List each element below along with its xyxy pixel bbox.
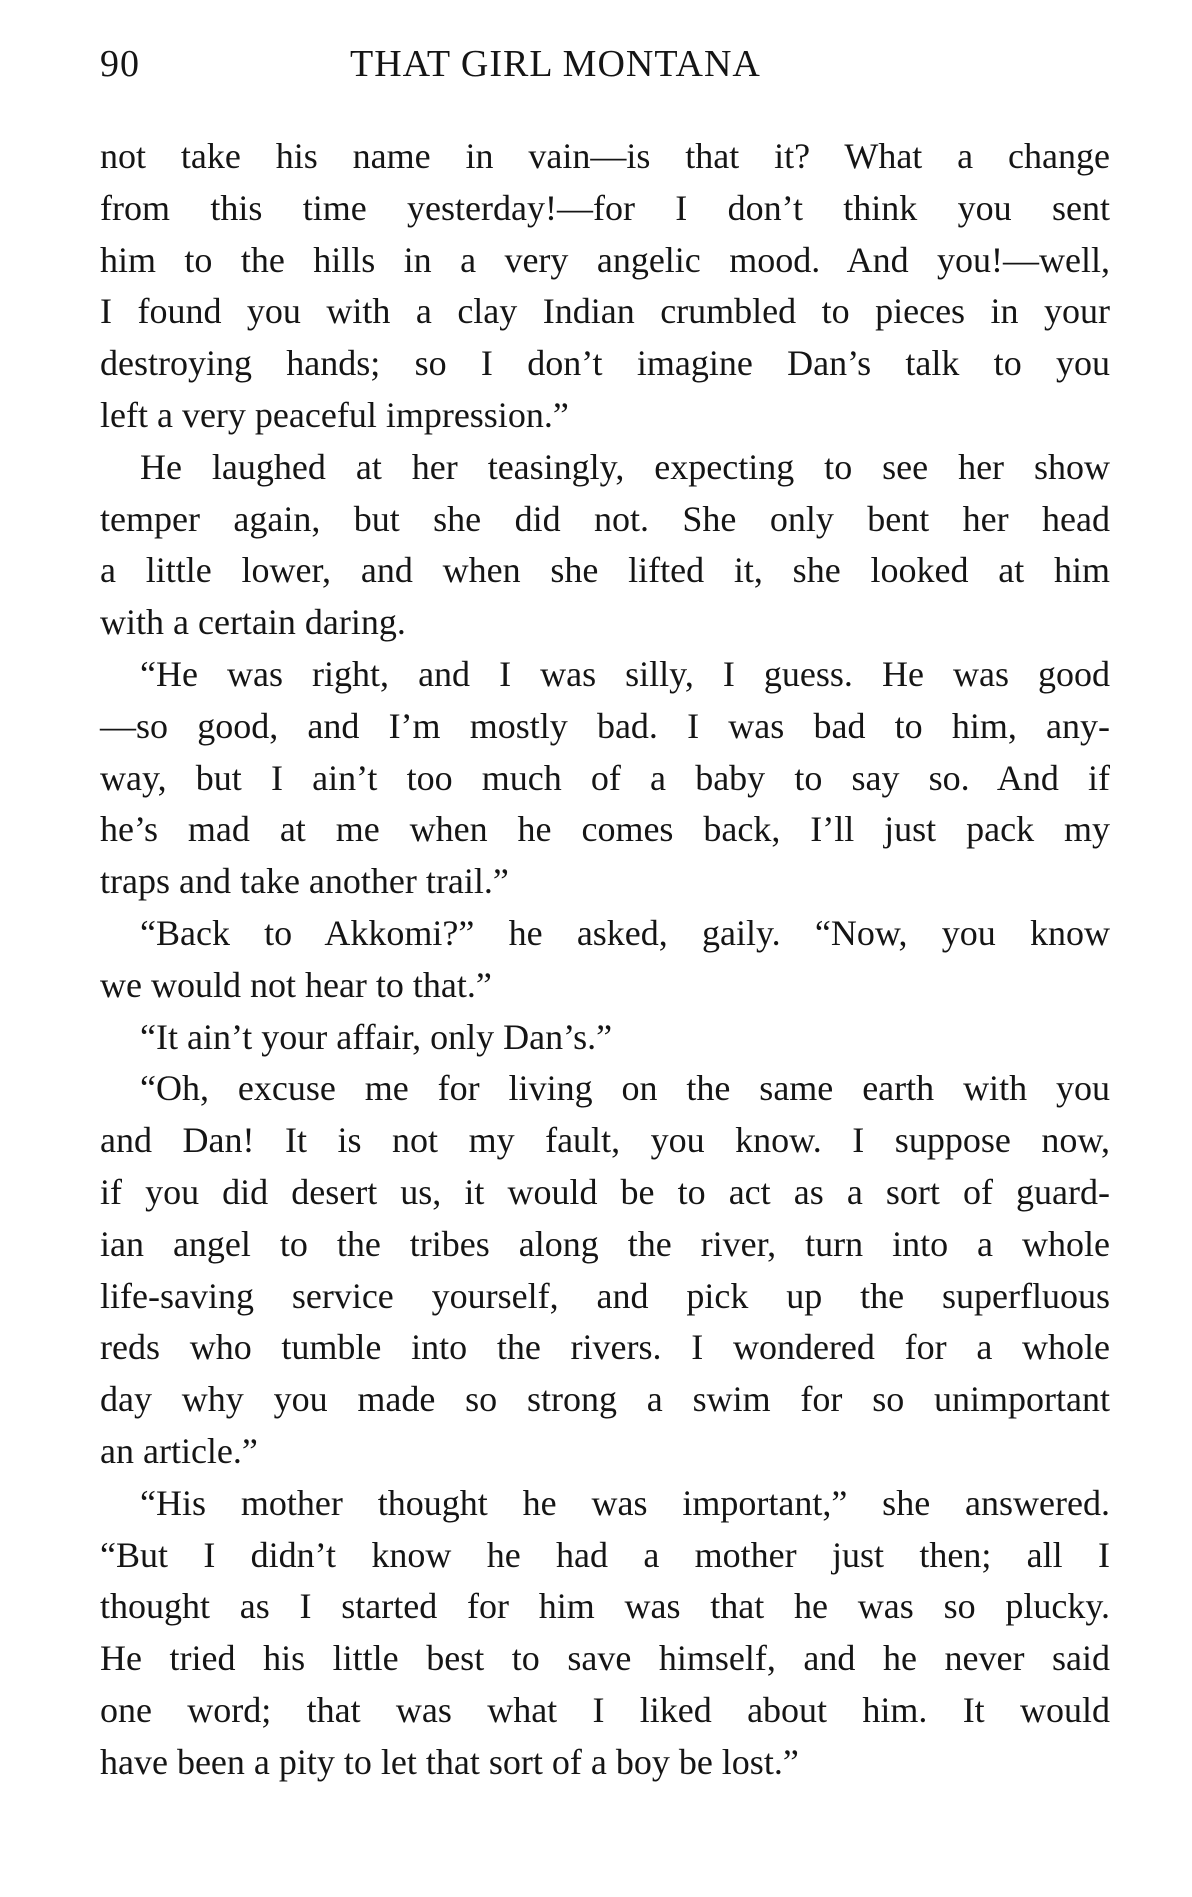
text-line: temper again, but she did not. She only bent her head (100, 498, 1110, 539)
text-line: from this time yesterday!—for I don’t think you sent (100, 187, 1110, 228)
page-number: 90 (100, 43, 140, 85)
text-line: one word; that was what I liked about him. It would (100, 1689, 1110, 1730)
text-line: day why you made so strong a swim for so unimportant (100, 1379, 1110, 1420)
text-line: left a very peaceful impression.” (100, 394, 569, 435)
text-line: I found you with a clay Indian crumbled to pieces in your (100, 291, 1110, 332)
running-head (100, 34, 883, 94)
text-line: “He was right, and I was silly, I guess. He was good (140, 653, 1110, 694)
text-line: traps and take another trail.” (100, 861, 509, 902)
text-line: “It ain’t your affair, only Dan’s.” (140, 1016, 613, 1057)
text-line: and Dan! It is not my fault, you know. I suppose now, (100, 1120, 1110, 1161)
text-line: thought as I started for him was that he was so plucky. (100, 1586, 1110, 1627)
running-title: THAT GIRL MONTANA (350, 43, 761, 85)
text-line: not take his name in vain—is that it? What a change (100, 136, 1110, 176)
text-line: destroying hands; so I don’t imagine Dan’s talk to you (100, 343, 1110, 384)
text-line: have been a pity to let that sort of a boy be lost.” (100, 1741, 799, 1782)
text-line: an article.” (100, 1430, 258, 1471)
text-line: we would not hear to that.” (100, 964, 492, 1005)
text-line: —so good, and I’m mostly bad. I was bad to him, any- (100, 705, 1110, 746)
text-line: he’s mad at me when he comes back, I’ll just pack my (100, 809, 1110, 850)
text-line: “His mother thought he was important,” she answered. (140, 1482, 1110, 1523)
body-text (100, 131, 1110, 1789)
text-line: a little lower, and when she lifted it, she looked at him (100, 550, 1110, 591)
text-line: “Oh, excuse me for living on the same earth with you (140, 1068, 1110, 1109)
text-line: “Back to Akkomi?” he asked, gaily. “Now, you know (140, 912, 1110, 953)
text-line: way, but I ain’t too much of a baby to say so. And if (100, 757, 1110, 798)
text-line: life-saving service yourself, and pick up the superfluous (100, 1275, 1110, 1316)
text-line: him to the hills in a very angelic mood. And you!—well, (100, 239, 1110, 280)
text-line: if you did desert us, it would be to act as a sort of guard- (100, 1171, 1110, 1212)
text-line: with a certain daring. (100, 602, 406, 643)
text-line: He tried his little best to save himself, and he never said (100, 1638, 1110, 1679)
text-line: ian angel to the tribes along the river, turn into a whole (100, 1223, 1110, 1264)
text-line: reds who tumble into the rivers. I wondered for a whole (100, 1327, 1110, 1368)
text-line: He laughed at her teasingly, expecting to see her show (140, 446, 1110, 487)
text-line: “But I didn’t know he had a mother just then; all I (100, 1534, 1110, 1575)
